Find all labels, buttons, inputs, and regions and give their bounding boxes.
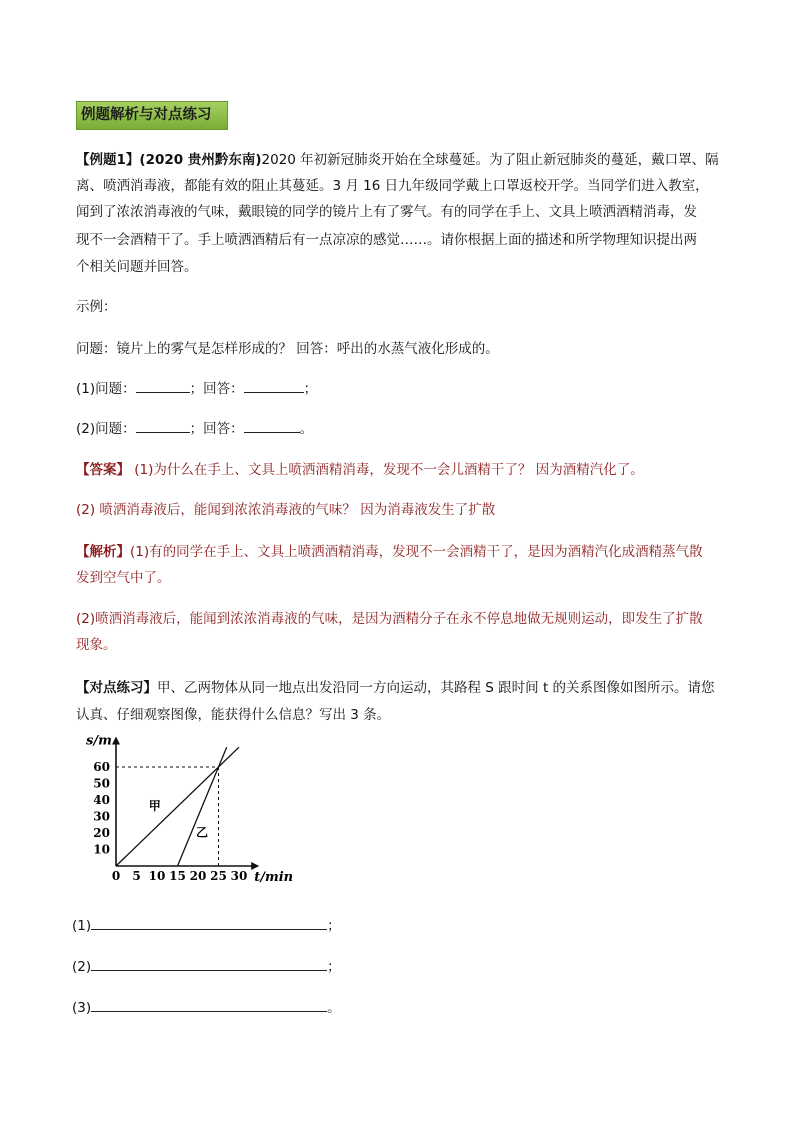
analysis-text-1a: (1)有的同学在手上、文具上喷洒酒精消毒，发现不一会酒精干了，是因为酒精汽化成酒精蒸气散: [130, 544, 703, 560]
answer-line-1: [76, 458, 726, 478]
y-tick-label: 10: [93, 842, 110, 857]
x-tick-label: 30: [230, 869, 248, 883]
answer-line-2: (2) 喷洒消毒液后，能闻到浓浓消毒液的气味？ 因为消毒液发生了扩散: [76, 502, 496, 518]
x-axis-arrow: [251, 862, 259, 870]
practice-answer-2-end: ；: [327, 959, 341, 975]
question-1-row: [76, 377, 726, 397]
q1-mid: ；回答：: [189, 381, 244, 397]
x-tick-label: 15: [169, 869, 186, 883]
x-axis-label: t/min: [254, 870, 294, 885]
analysis-line-2a: (2)喷洒消毒液后，能闻到浓浓消毒液的气味，是因为酒精分子在永不停息地做无规则运动，即发生了扩散: [76, 611, 703, 627]
y-axis-arrow: [112, 737, 120, 745]
q1-question-blank[interactable]: [136, 378, 190, 393]
example-line-3: 闻到了浓浓消毒液的气味，戴眼镜的同学的镜片上有了雾气。有的同学在手上、文具上喷洒酒精消毒，发: [76, 204, 697, 220]
x-tick-label: 0: [111, 869, 121, 883]
practice-answer-3: [72, 996, 341, 1016]
practice-answer-2-blank[interactable]: [91, 956, 327, 971]
sample-qa: 问题：镜片上的雾气是怎样形成的？ 回答：呼出的水蒸气液化形成的。: [76, 341, 499, 357]
q1-end: ；: [303, 381, 318, 397]
y-tick-label: 40: [93, 793, 110, 807]
series-label-1: 甲: [148, 798, 161, 813]
practice-answer-1-num: (1): [72, 918, 92, 934]
answer-tag: 【答案】: [76, 462, 130, 478]
q1-prefix: (1)问题：: [76, 381, 136, 397]
practice-answer-2: [72, 955, 341, 975]
practice-answer-3-end: 。: [327, 1000, 341, 1016]
q2-end: 。: [299, 421, 314, 437]
y-tick-label: 50: [93, 776, 110, 791]
y-tick-label: 20: [93, 826, 110, 840]
x-tick-label: 25: [210, 869, 227, 883]
practice-answer-3-num: (3): [72, 1000, 92, 1016]
y-tick-label: 60: [93, 760, 110, 774]
y-axis-label: s/m: [86, 733, 112, 749]
y-tick-label: 30: [93, 809, 110, 824]
series-line-1: [116, 747, 239, 866]
x-tick-label: 20: [189, 869, 207, 883]
answer-text-1: (1)为什么在手上、文具上喷洒酒精消毒，发现不一会儿酒精干了？ 因为酒精汽化了。: [130, 462, 644, 478]
analysis-line-1b: 发到空气中了。: [76, 570, 171, 586]
sample-label: 示例：: [76, 299, 117, 315]
practice-answer-3-blank[interactable]: [91, 997, 327, 1012]
question-2-row: [76, 417, 726, 437]
example-line-1: [76, 148, 726, 168]
example-line-4: 现不一会酒精干了。手上喷洒酒精后有一点凉凉的感觉……。请你根据上面的描述和所学物理知识提出两: [76, 232, 697, 248]
analysis-line-1: [76, 540, 726, 560]
x-tick-label: 10: [148, 869, 166, 883]
analysis-line-2b: 现象。: [76, 637, 117, 653]
example-line-5: 个相关问题并回答。: [76, 259, 198, 275]
practice-answer-2-num: (2): [72, 959, 92, 975]
practice-answer-1-blank[interactable]: [91, 915, 327, 930]
q2-question-blank[interactable]: [136, 418, 190, 433]
q2-prefix: (2)问题：: [76, 421, 136, 437]
practice-answer-1-end: ；: [327, 918, 341, 934]
series-label-2: 乙: [195, 825, 208, 840]
practice-answer-1: [72, 914, 341, 934]
q1-answer-blank[interactable]: [244, 378, 304, 393]
section-header: 例题解析与对点练习: [76, 101, 228, 130]
x-tick-label: 5: [132, 869, 141, 883]
example-source: (2020 贵州黔东南): [139, 152, 262, 168]
q2-answer-blank[interactable]: [244, 418, 300, 433]
practice-line-2: 认真、仔细观察图像，能获得什么信息？写出 3 条。: [76, 707, 391, 723]
example-line-2: 离、喷洒消毒液，都能有效的阻止其蔓延。3 月 16 日九年级同学戴上口罩返校开学。当同学们进入教室，: [76, 178, 709, 194]
analysis-tag: 【解析】: [76, 544, 130, 560]
example-text-1: 2020 年初新冠肺炎开始在全球蔓延。为了阻止新冠肺炎的蔓延，戴口罩、隔: [261, 152, 719, 168]
practice-text-1: 甲、乙两物体从同一地点出发沿同一方向运动，其路程 S 跟时间 t 的关系图像如图所示。请您: [157, 680, 715, 696]
q2-mid: ；回答：: [189, 421, 244, 437]
practice-tag: 【对点练习】: [76, 680, 157, 696]
series-line-2: [178, 747, 227, 866]
motion-graph: [76, 733, 306, 888]
example-tag: 【例题1】: [76, 152, 140, 168]
practice-line-1: [76, 676, 726, 696]
